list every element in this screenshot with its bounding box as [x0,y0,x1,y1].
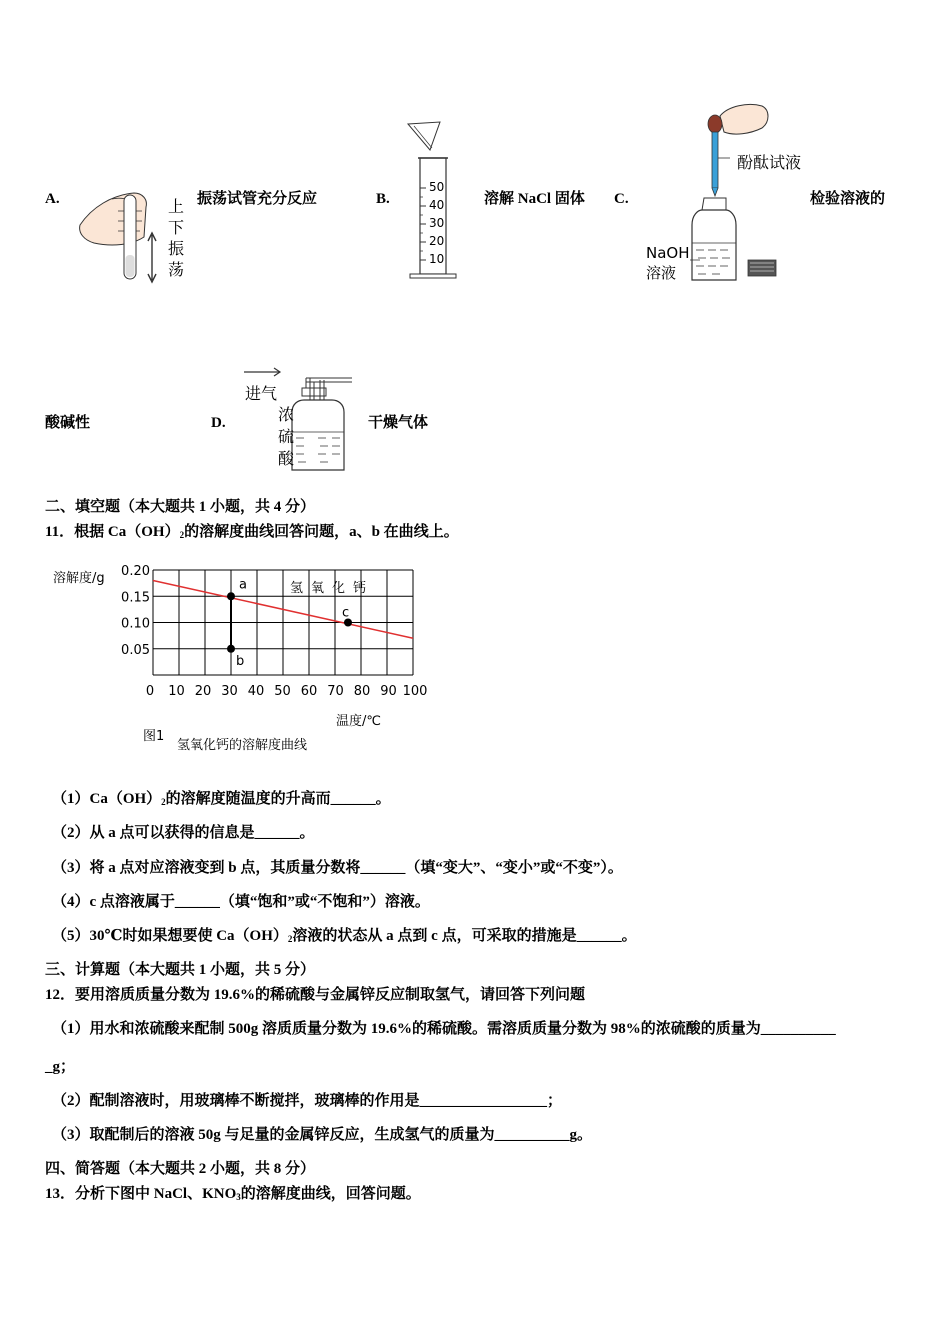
x-tick-label: 60 [300,684,318,699]
y-tick-label: 0.15 [121,590,150,606]
cylinder-tick-50: 50 [429,180,445,194]
x-tick-label: 40 [247,684,265,699]
sulfuric-label-3: 酸 [278,449,295,468]
question-12-stem: 12．要用溶质质量分数为 19.6%的稀硫酸与金属锌反应制取氢气，请回答下列问题 [45,987,586,1003]
x-tick-label: 0 [145,684,155,699]
q11-sub-2-text: （2）从 a 点可以获得的信息是______。 [52,825,315,841]
solution-label: 溶液 [646,264,677,282]
point-label-c: c [342,605,350,621]
sulfuric-label-1: 浓 [278,405,295,424]
cylinder-ticks [429,178,444,268]
q11-sub-1 [52,790,391,811]
point-label-a: a [239,577,247,593]
q12-sub-1: （1）用水和浓硫酸来配制 500g 溶质质量分数为 19.6%的稀硫酸。需溶质质量分数为 98%的浓硫酸的质量为__________ [52,1021,836,1037]
cylinder-tick-10: 10 [429,252,445,266]
dropper-bottle-illustration [690,100,790,285]
option-d-text: 干燥气体 [368,415,429,431]
point-label-b: b [236,653,245,669]
naoh-label: NaOH [646,244,690,262]
option-b-letter: B. [376,191,390,207]
x-tick-label: 100 [402,684,428,699]
option-b-text: 溶解 NaCl 固体 [484,191,585,207]
x-tick-label: 30 [221,684,238,699]
gas-drying-bottle-illustration [240,362,352,474]
y-tick-label: 0.20 [121,564,150,579]
y-axis-label: 溶解度/g [53,571,105,586]
x-axis-label: 温度/℃ [336,714,381,729]
x-tick-label: 90 [380,684,397,699]
question-13-stem [45,1185,421,1206]
option-a-letter: A. [45,191,60,207]
q13-pre: 13．分析下图中 NaCl、KNO [45,1186,237,1202]
q11-sub-3-text: （3）将 a 点对应溶液变到 b 点，其质量分数将______（填“变大”、“变小”或“不变”）。 [52,860,623,876]
x-tick-label: 10 [168,684,185,699]
figure-caption: 氢氧化钙的溶解度曲线 [177,738,308,753]
phenolphthalein-label: 酚酞试液 [737,153,802,172]
q11-sub-1-post: 的溶解度随温度的升高而______。 [165,791,391,807]
shake-label [168,196,186,280]
solubility-chart [40,555,460,760]
q11-sub-2 [52,824,315,842]
q11-sub-5 [52,927,637,948]
point-a [227,592,235,600]
cylinder-tick-30: 30 [429,216,445,230]
naoh-solution-label [646,243,690,283]
x-tick-label: 50 [274,684,291,699]
sulfuric-acid-label [278,404,296,470]
x-tick-label: 70 [327,684,344,699]
q11-sub-5-post: 溶液的状态从 a 点到 c 点，可采取的措施是______。 [292,928,637,944]
x-tick-label: 80 [353,684,371,699]
option-d-letter: D. [211,415,226,431]
q11-stem-sub: 2 [179,530,185,540]
y-tick-label: 0.10 [121,616,150,632]
section-4-title: 四、简答题（本大题共 2 小题，共 8 分） [45,1161,316,1177]
sulfuric-label-2: 硫 [278,427,295,446]
question-11-stem [45,523,459,544]
q11-sub-5-sub: 2 [287,934,293,944]
y-tick-label: 0.05 [121,642,150,658]
shake-label-4: 荡 [168,260,185,279]
q11-sub-3 [52,859,623,877]
option-c-text: 检验溶液的 [810,191,886,207]
q11-sub-4-text: （4）c 点溶液属于______（填“饱和”或“不饱和”）溶液。 [52,894,430,910]
q11-sub-4 [52,893,430,911]
figure-number: 图1 [143,729,165,744]
q11-stem-post: 的溶解度曲线回答问题，a、b 在曲线上。 [184,524,459,540]
cylinder-tick-40: 40 [429,198,445,212]
q11-sub-1-pre: （1）Ca（OH） [52,791,162,807]
section-2-title: 二、填空题（本大题共 1 小题，共 4 分） [45,499,316,515]
q12-sub-3: （3）取配制后的溶液 50g 与足量的金属锌反应，生成氢气的质量为__________g。 [52,1127,593,1143]
q13-sub: 3 [236,1192,241,1202]
q12-sub-1-cont: _g； [45,1059,76,1075]
chart-title: 氢氧化钙 [290,581,375,596]
shake-label-1: 上 [168,197,185,216]
option-a-text: 振荡试管充分反应 [197,191,318,207]
q13-post: 的溶解度曲线，回答问题。 [240,1186,421,1202]
section-3-title: 三、计算题（本大题共 1 小题，共 5 分） [45,962,316,978]
option-c-text-cont: 酸碱性 [45,415,91,431]
gas-in-label: 进气 [245,384,278,403]
option-c-letter: C. [614,191,629,207]
q12-sub-2: （2）配制溶液时，用玻璃棒不断搅拌，玻璃棒的作用是_________________； [52,1093,563,1109]
x-tick-label: 20 [194,684,212,699]
q11-sub-5-pre: （5）30℃时如果想要使 Ca（OH） [52,928,288,944]
shake-label-2: 下 [168,218,185,237]
cylinder-tick-20: 20 [429,234,445,248]
q11-sub-1-sub: 2 [161,797,166,807]
shake-label-3: 振 [168,239,185,258]
q11-stem-pre: 11．根据 Ca（OH） [45,524,180,540]
point-b [227,645,235,653]
hand-shaking-test-tube-illustration [72,185,162,285]
